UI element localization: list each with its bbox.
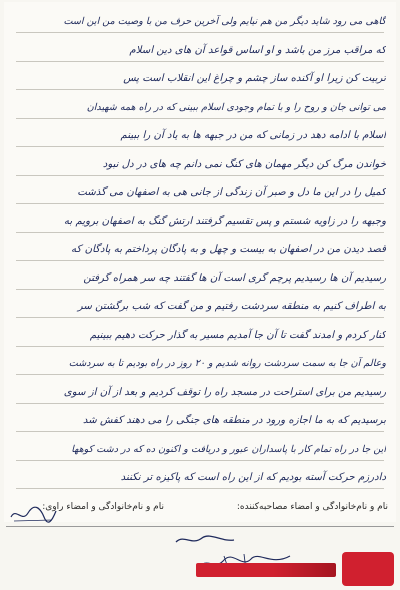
witness-signature-label: نام و نام‌خانوادگی و امضاء راوی:	[42, 502, 164, 512]
ruled-line	[16, 431, 384, 432]
ruled-line	[16, 89, 384, 90]
witness-signature	[8, 503, 58, 525]
handwritten-line: رسیدیم من برای استراحت در مسجد راه را توقف کردیم و بعد از آن از سوی	[63, 386, 386, 398]
handwritten-line: وجبهه را در زاویه شستم و پس تقسیم گرفتند ارتش گنگ به اصفهان برویم به	[63, 215, 386, 227]
handwritten-line: وعالم آن جا به سمت سردشت روانه شدیم و ۲۰ روز در راه بودیم تا به سردشت	[68, 358, 386, 369]
handwritten-line: به اطراف کنیم به منطقه سردشت رفتیم و من گفت که شب برگشتن سر	[77, 301, 386, 312]
ruled-line	[16, 61, 384, 62]
logo-badge	[342, 552, 394, 586]
ruled-line	[16, 460, 384, 461]
handwritten-line: برسیدیم که به ما اجازه ورود در منطقه های جنگی را می دهند کفش شد	[82, 415, 386, 426]
ruled-line	[16, 346, 384, 347]
ruled-line	[16, 118, 384, 119]
ruled-line	[16, 374, 384, 375]
handwritten-line: که مراقب مرز من باشد و او اساس قواعد آن های دین اسلام	[129, 44, 386, 56]
logo-text	[196, 563, 336, 577]
ruled-line	[16, 175, 384, 176]
ruled-line	[16, 317, 384, 318]
ruled-line	[16, 203, 384, 204]
handwritten-line: خواندن مرگ کن دیگر مهمان های کنگ نمی دانم چه های در دل نبود	[102, 158, 386, 170]
handwritten-line: قصد دیدن من در اصفهان به بیست و چهل و به پادگان پرداختم به پادگان که	[71, 244, 386, 255]
handwritten-line: این جا در راه تمام کار با پاسداران عبور و دریافت و اکنون ده که در دشت کوهها	[71, 443, 386, 455]
site-logo	[194, 552, 394, 586]
ruled-line	[16, 146, 384, 147]
handwritten-line: اسلام با ادامه دهد در زمانی که من در جبهه ها به یاد آن را ببینم	[120, 130, 386, 141]
handwritten-line: کمیل را در این ما دل و صبر آن زندگی از جانی هی به اصفهان می گذشت	[77, 187, 386, 198]
handwritten-line: گاهی می رود شاید دیگر من هم نیایم ولی آخرین حرف من با وصیت من این است	[63, 16, 386, 27]
ruled-line	[16, 403, 384, 404]
signature-labels-row	[6, 500, 394, 522]
ruled-line	[16, 488, 384, 489]
ruled-line	[16, 260, 384, 261]
footer-divider	[6, 526, 394, 527]
handwritten-line: تربیت کن زیرا او آکنده ساز چشم و چراغ این انقلاب است پس	[123, 73, 386, 84]
handwritten-line: رسیدیم آن ها رسیدیم پرچم گری است آن ها گفتند چه سر همراه گرفتن	[83, 272, 386, 284]
handwritten-line: کنار کردم و امدند گفت تا آن جا آمدیم مسیر به گذار حرکت دهیم ببینیم	[89, 329, 386, 341]
ruled-line	[16, 232, 384, 233]
ruled-line	[16, 289, 384, 290]
handwritten-line: می توانی جان و روح را و با تمام وجودی اسلام ببینی که در راه همه شهیدان	[86, 101, 386, 113]
handwritten-page	[4, 2, 396, 522]
handwritten-line: دادرزم حرکت آسته بودیم که از این راه است که پاکیزه تر نکنند	[120, 472, 386, 483]
ruled-line	[16, 32, 384, 33]
interviewer-signature-label: نام و نام‌خانوادگی و امضاء مصاحبه‌کننده:	[236, 502, 388, 512]
